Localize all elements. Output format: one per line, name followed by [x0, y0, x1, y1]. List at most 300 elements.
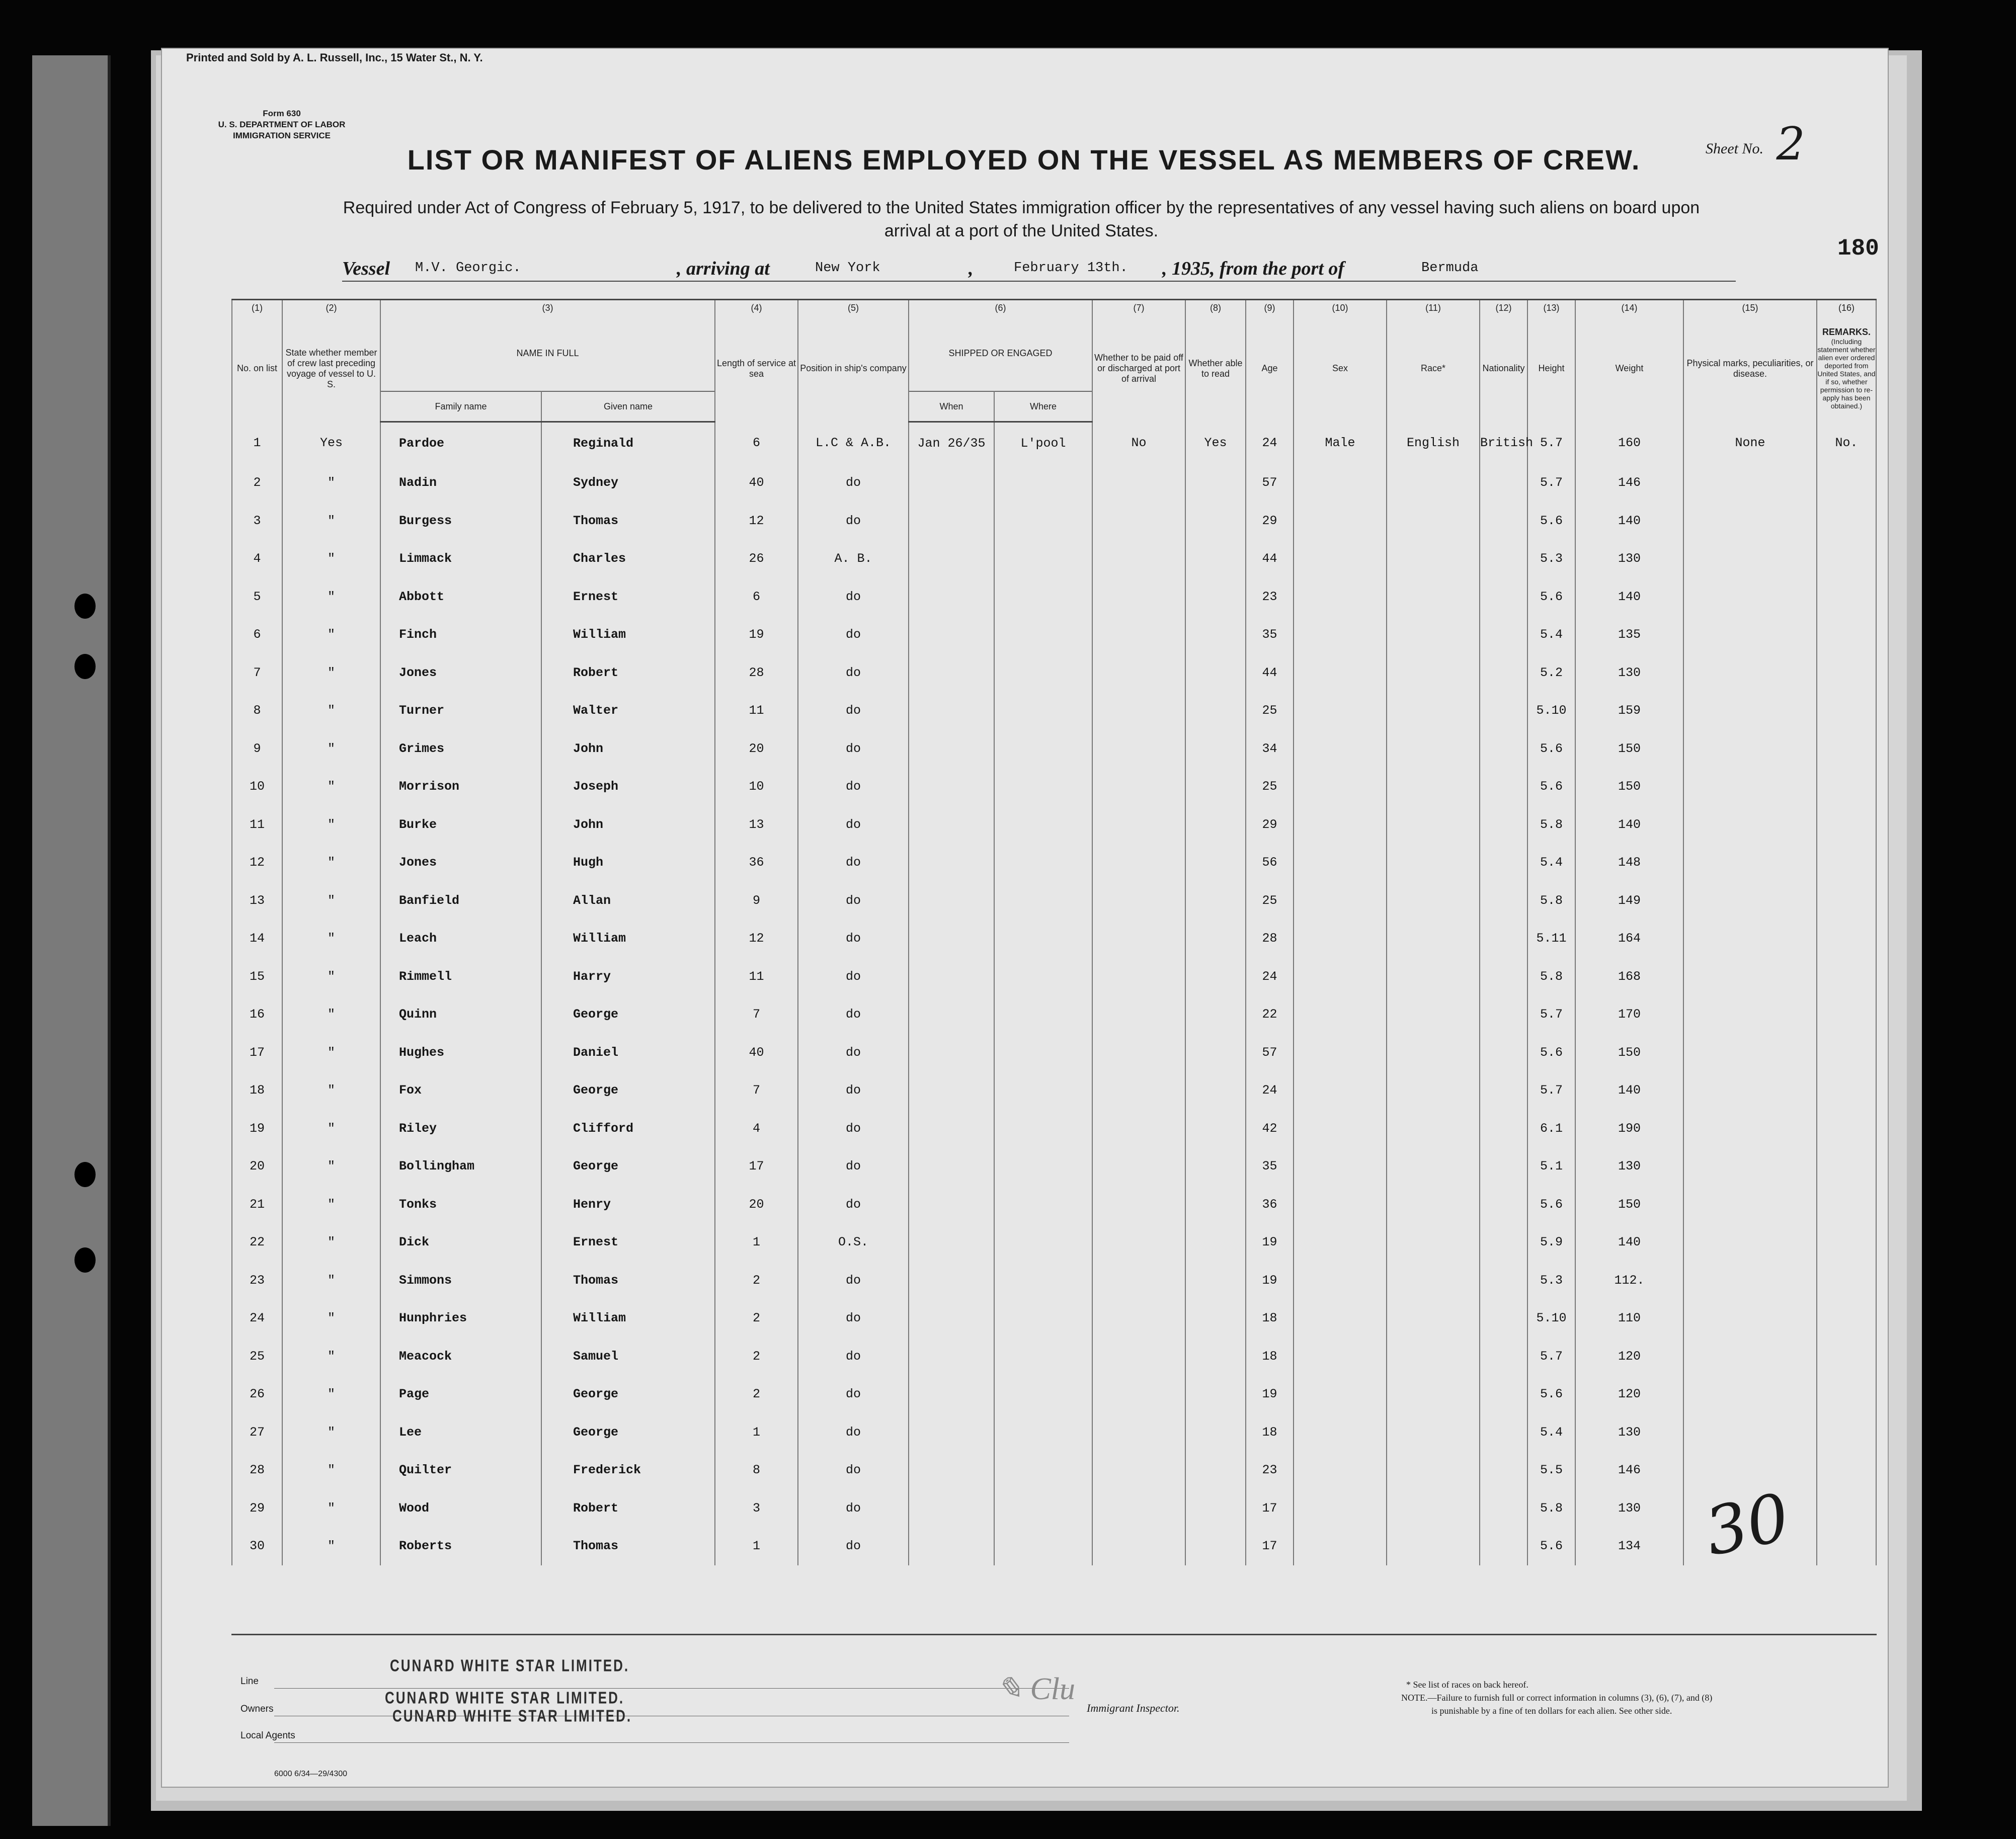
header-remarks [1817, 315, 1876, 422]
cell-remarks [1817, 502, 1876, 540]
cell-age: 29 [1246, 806, 1294, 844]
cell-sex [1294, 958, 1387, 996]
cell-family-name: Jones [380, 654, 541, 692]
cell-paid-off [1092, 1413, 1185, 1452]
cell-paid-off [1092, 1147, 1185, 1186]
cell-state: " [282, 730, 380, 768]
col-num: (2) [282, 300, 380, 316]
cell-shipped-when [909, 958, 994, 996]
owners-label: Owners [240, 1704, 274, 1714]
cell-shipped-when [909, 1147, 994, 1186]
cell-nationality [1480, 768, 1527, 806]
cell-shipped-where [994, 1413, 1092, 1452]
cell-length-of-service: 2 [715, 1299, 798, 1338]
cell-race [1387, 806, 1480, 844]
cell-length-of-service: 10 [715, 768, 798, 806]
cell-length-of-service: 19 [715, 616, 798, 654]
table-row [232, 422, 1876, 464]
cell-paid-off [1092, 502, 1185, 540]
cell-state: " [282, 1223, 380, 1262]
cell-able-to-read [1185, 768, 1246, 806]
cell-nationality [1480, 919, 1527, 958]
arriving-label: , arriving at [677, 258, 770, 279]
cell-race [1387, 1338, 1480, 1376]
cell-position: A. B. [798, 540, 909, 578]
cell-physical-marks [1683, 1413, 1817, 1452]
cell-family-name: Turner [380, 692, 541, 730]
print-code: 6000 6/34—29/4300 [274, 1770, 348, 1778]
cell-nationality [1480, 1527, 1527, 1565]
cell-physical-marks [1683, 882, 1817, 920]
col-num: (11) [1387, 300, 1480, 316]
cell-family-name: Grimes [380, 730, 541, 768]
cell-shipped-where [994, 1489, 1092, 1528]
cell-weight: 150 [1575, 730, 1683, 768]
cell-family-name: Leach [380, 919, 541, 958]
header-paid: Whether to be paid off or discharged at port of arrival [1092, 315, 1185, 422]
cell-no: 24 [232, 1299, 282, 1338]
cell-age: 17 [1246, 1489, 1294, 1528]
cell-family-name: Page [380, 1375, 541, 1413]
table-row [232, 1186, 1876, 1224]
cell-able-to-read [1185, 1071, 1246, 1110]
cell-given-name: Ernest [541, 578, 715, 616]
cell-length-of-service: 9 [715, 882, 798, 920]
cell-length-of-service: 36 [715, 844, 798, 882]
cell-shipped-where [994, 730, 1092, 768]
cell-height: 5.8 [1527, 806, 1575, 844]
line-label: Line [240, 1676, 259, 1687]
header-physical: Physical marks, peculiarities, or disease. [1683, 315, 1817, 422]
arrival-date: February 13th. [1014, 261, 1128, 276]
sheet-label: Sheet No. [1706, 140, 1763, 157]
cell-shipped-where [994, 919, 1092, 958]
table-row [232, 1375, 1876, 1413]
cell-height: 5.7 [1527, 1338, 1575, 1376]
cell-race [1387, 1071, 1480, 1110]
table-row [232, 1110, 1876, 1148]
cell-given-name: Robert [541, 654, 715, 692]
cell-remarks [1817, 1071, 1876, 1110]
cell-race [1387, 1223, 1480, 1262]
header-nationality: Nationality [1480, 315, 1527, 422]
cell-remarks [1817, 1147, 1876, 1186]
cell-age: 23 [1246, 578, 1294, 616]
cell-sex [1294, 1034, 1387, 1072]
table-row [232, 995, 1876, 1034]
cell-state: " [282, 502, 380, 540]
cell-no: 2 [232, 464, 282, 502]
cell-given-name: Frederick [541, 1451, 715, 1489]
cell-position: do [798, 1299, 909, 1338]
cell-age: 18 [1246, 1413, 1294, 1452]
cell-nationality [1480, 1034, 1527, 1072]
cell-position: do [798, 806, 909, 844]
cell-position: do [798, 1489, 909, 1528]
cell-length-of-service: 28 [715, 654, 798, 692]
header-age: Age [1246, 315, 1294, 422]
cell-length-of-service: 2 [715, 1375, 798, 1413]
cell-able-to-read [1185, 654, 1246, 692]
cell-given-name: Thomas [541, 1262, 715, 1300]
cell-weight: 170 [1575, 995, 1683, 1034]
cell-remarks [1817, 1034, 1876, 1072]
cell-height: 5.2 [1527, 654, 1575, 692]
cell-height: 5.6 [1527, 1034, 1575, 1072]
cell-height: 5.6 [1527, 1186, 1575, 1224]
cell-race [1387, 1186, 1480, 1224]
cell-sex [1294, 919, 1387, 958]
cell-shipped-where [994, 1034, 1092, 1072]
cell-nationality [1480, 464, 1527, 502]
cell-no: 7 [232, 654, 282, 692]
cell-able-to-read [1185, 1299, 1246, 1338]
cell-race [1387, 578, 1480, 616]
cell-age: 42 [1246, 1110, 1294, 1148]
cell-no: 11 [232, 806, 282, 844]
cell-height: 5.6 [1527, 1375, 1575, 1413]
cell-able-to-read [1185, 1413, 1246, 1452]
departure-port: Bermuda [1421, 261, 1479, 276]
cell-nationality [1480, 844, 1527, 882]
remarks-title: REMARKS. [1822, 327, 1871, 338]
cell-remarks [1817, 1527, 1876, 1565]
cell-race [1387, 540, 1480, 578]
cell-family-name: Finch [380, 616, 541, 654]
table-row [232, 1034, 1876, 1072]
cell-remarks [1817, 616, 1876, 654]
cell-able-to-read [1185, 1527, 1246, 1565]
cell-length-of-service: 7 [715, 1071, 798, 1110]
cell-length-of-service: 40 [715, 464, 798, 502]
cell-length-of-service: 17 [715, 1147, 798, 1186]
cell-shipped-when [909, 502, 994, 540]
cell-weight: 150 [1575, 1186, 1683, 1224]
cell-shipped-when [909, 540, 994, 578]
page-title: LIST OR MANIFEST OF ALIENS EMPLOYED ON THE VESSEL AS MEMBERS OF CREW. [407, 144, 1641, 176]
header-name: NAME IN FULL [380, 315, 715, 391]
cell-state: Yes [282, 422, 380, 464]
cell-state: " [282, 1110, 380, 1148]
cell-height: 5.9 [1527, 1223, 1575, 1262]
cell-length-of-service: 1 [715, 1527, 798, 1565]
cell-state: " [282, 919, 380, 958]
cell-length-of-service: 11 [715, 692, 798, 730]
cell-age: 23 [1246, 1451, 1294, 1489]
cell-age: 25 [1246, 768, 1294, 806]
cell-shipped-when [909, 806, 994, 844]
cell-given-name: John [541, 806, 715, 844]
cell-no: 28 [232, 1451, 282, 1489]
cell-able-to-read [1185, 1110, 1246, 1148]
cell-position: do [798, 1413, 909, 1452]
cell-age: 24 [1246, 422, 1294, 464]
cell-race [1387, 1489, 1480, 1528]
printer-line: Printed and Sold by A. L. Russell, Inc., 15 Water St., N. Y. [186, 51, 483, 64]
cell-state: " [282, 1451, 380, 1489]
cell-family-name: Quinn [380, 995, 541, 1034]
arriving-port: New York [815, 261, 880, 276]
cell-nationality [1480, 1299, 1527, 1338]
cell-race [1387, 1451, 1480, 1489]
cell-shipped-when: Jan 26/35 [909, 422, 994, 464]
cell-physical-marks [1683, 1375, 1817, 1413]
cell-given-name: Reginald [541, 422, 715, 464]
cell-shipped-where [994, 502, 1092, 540]
cell-shipped-where [994, 1451, 1092, 1489]
cell-shipped-where [994, 995, 1092, 1034]
cell-nationality: British [1480, 422, 1527, 464]
cell-weight: 148 [1575, 844, 1683, 882]
cell-position: do [798, 958, 909, 996]
cell-height: 5.4 [1527, 844, 1575, 882]
col-num: (5) [798, 300, 909, 316]
vessel-line [342, 258, 1736, 282]
cell-no: 29 [232, 1489, 282, 1528]
cell-remarks [1817, 919, 1876, 958]
cell-state: " [282, 1413, 380, 1452]
header-read: Whether able to read [1185, 315, 1246, 422]
cell-physical-marks [1683, 578, 1817, 616]
cell-height: 5.4 [1527, 616, 1575, 654]
cell-given-name: Walter [541, 692, 715, 730]
cell-state: " [282, 578, 380, 616]
cell-remarks [1817, 768, 1876, 806]
cell-physical-marks [1683, 464, 1817, 502]
cell-state: " [282, 1489, 380, 1528]
cell-given-name: Thomas [541, 502, 715, 540]
cell-shipped-when [909, 1413, 994, 1452]
cell-age: 57 [1246, 464, 1294, 502]
cell-race [1387, 1262, 1480, 1300]
cell-given-name: Allan [541, 882, 715, 920]
table-row [232, 768, 1876, 806]
cell-age: 22 [1246, 995, 1294, 1034]
cell-no: 9 [232, 730, 282, 768]
cell-length-of-service: 8 [715, 1451, 798, 1489]
cell-nationality [1480, 1223, 1527, 1262]
cell-position: do [798, 1527, 909, 1565]
cell-nationality [1480, 616, 1527, 654]
cell-race: English [1387, 422, 1480, 464]
cell-family-name: Quilter [380, 1451, 541, 1489]
cell-no: 6 [232, 616, 282, 654]
cell-no: 5 [232, 578, 282, 616]
cell-position: do [798, 1186, 909, 1224]
cell-length-of-service: 12 [715, 919, 798, 958]
cell-length-of-service: 20 [715, 1186, 798, 1224]
table-row [232, 882, 1876, 920]
cell-physical-marks [1683, 806, 1817, 844]
cell-length-of-service: 13 [715, 806, 798, 844]
cell-length-of-service: 3 [715, 1489, 798, 1528]
cell-age: 24 [1246, 958, 1294, 996]
table-row [232, 958, 1876, 996]
cell-nationality [1480, 1413, 1527, 1452]
col-num: (9) [1246, 300, 1294, 316]
cell-able-to-read [1185, 1262, 1246, 1300]
cell-paid-off [1092, 882, 1185, 920]
cell-sex: Male [1294, 422, 1387, 464]
cell-sex [1294, 768, 1387, 806]
col-num: (7) [1092, 300, 1185, 316]
cell-state: " [282, 882, 380, 920]
cell-given-name: Henry [541, 1186, 715, 1224]
cell-no: 8 [232, 692, 282, 730]
cell-remarks [1817, 1262, 1876, 1300]
cell-position: do [798, 464, 909, 502]
cell-paid-off [1092, 1223, 1185, 1262]
cell-sex [1294, 578, 1387, 616]
cell-state: " [282, 1071, 380, 1110]
cell-weight: 140 [1575, 1223, 1683, 1262]
table-row [232, 1451, 1876, 1489]
cell-paid-off [1092, 958, 1185, 996]
cell-age: 44 [1246, 654, 1294, 692]
cell-weight: 135 [1575, 616, 1683, 654]
table-row [232, 1071, 1876, 1110]
cell-given-name: Samuel [541, 1338, 715, 1376]
cell-no: 27 [232, 1413, 282, 1452]
table-row [232, 844, 1876, 882]
cell-shipped-where [994, 1299, 1092, 1338]
cell-state: " [282, 1147, 380, 1186]
cell-physical-marks [1683, 730, 1817, 768]
cell-shipped-when [909, 844, 994, 882]
cell-age: 19 [1246, 1223, 1294, 1262]
cell-age: 44 [1246, 540, 1294, 578]
table-row [232, 1299, 1876, 1338]
cell-nationality [1480, 1262, 1527, 1300]
cell-race [1387, 882, 1480, 920]
cell-weight: 168 [1575, 958, 1683, 996]
cell-weight: 134 [1575, 1527, 1683, 1565]
page-subtitle: Required under Act of Congress of February 5, 1917, to be delivered to the United States immigration officer by the representatives of any vessel having such aliens on board upon arrival at a port of the United States. [343, 198, 1700, 240]
cell-remarks: No. [1817, 422, 1876, 464]
cell-length-of-service: 11 [715, 958, 798, 996]
cell-given-name: Daniel [541, 1034, 715, 1072]
table-row [232, 730, 1876, 768]
cell-height: 5.11 [1527, 919, 1575, 958]
header-where: Where [994, 391, 1092, 422]
header-shipped: SHIPPED OR ENGAGED [909, 315, 1092, 391]
cell-able-to-read [1185, 502, 1246, 540]
cell-weight: 164 [1575, 919, 1683, 958]
cell-state: " [282, 616, 380, 654]
cell-age: 36 [1246, 1186, 1294, 1224]
cell-state: " [282, 1338, 380, 1376]
cell-no: 21 [232, 1186, 282, 1224]
cell-no: 12 [232, 844, 282, 882]
cell-family-name: Dick [380, 1223, 541, 1262]
table-row [232, 578, 1876, 616]
cell-nationality [1480, 1147, 1527, 1186]
cell-able-to-read [1185, 806, 1246, 844]
cell-no: 14 [232, 919, 282, 958]
cell-physical-marks [1683, 654, 1817, 692]
cell-weight: 150 [1575, 768, 1683, 806]
cell-physical-marks [1683, 540, 1817, 578]
cell-shipped-where: L'pool [994, 422, 1092, 464]
cell-weight: 146 [1575, 464, 1683, 502]
cell-family-name: Burke [380, 806, 541, 844]
cell-height: 5.6 [1527, 502, 1575, 540]
cell-shipped-where [994, 692, 1092, 730]
cell-height: 5.6 [1527, 1527, 1575, 1565]
cell-race [1387, 1299, 1480, 1338]
table-row [232, 1147, 1876, 1186]
cell-able-to-read [1185, 995, 1246, 1034]
cell-nationality [1480, 995, 1527, 1034]
cell-length-of-service: 4 [715, 1110, 798, 1148]
remarks-note: (Including statement whether alien ever ordered deported from United States, and if so, whether permission to re-apply has been obtained.) [1817, 338, 1876, 410]
cell-given-name: Harry [541, 958, 715, 996]
cell-sex [1294, 692, 1387, 730]
cell-age: 19 [1246, 1262, 1294, 1300]
cell-age: 18 [1246, 1299, 1294, 1338]
cell-height: 5.7 [1527, 422, 1575, 464]
cell-race [1387, 616, 1480, 654]
cell-state: " [282, 958, 380, 996]
cell-weight: 130 [1575, 1489, 1683, 1528]
cell-family-name: Wood [380, 1489, 541, 1528]
cell-race [1387, 654, 1480, 692]
table-row [232, 1223, 1876, 1262]
cell-able-to-read [1185, 692, 1246, 730]
cell-paid-off [1092, 1186, 1185, 1224]
cell-height: 5.10 [1527, 1299, 1575, 1338]
cell-nationality [1480, 958, 1527, 996]
cell-age: 25 [1246, 882, 1294, 920]
cell-shipped-where [994, 464, 1092, 502]
cell-state: " [282, 844, 380, 882]
cell-family-name: Nadin [380, 464, 541, 502]
cell-race [1387, 1147, 1480, 1186]
cell-shipped-where [994, 540, 1092, 578]
col-num: (8) [1185, 300, 1246, 316]
cell-physical-marks: None [1683, 422, 1817, 464]
cell-paid-off [1092, 1262, 1185, 1300]
cell-state: " [282, 995, 380, 1034]
cell-shipped-when [909, 1527, 994, 1565]
cell-paid-off [1092, 1338, 1185, 1376]
cell-physical-marks [1683, 958, 1817, 996]
form-number: Form 630 [263, 109, 301, 118]
cell-able-to-read [1185, 919, 1246, 958]
cell-nationality [1480, 1489, 1527, 1528]
cell-weight: 120 [1575, 1375, 1683, 1413]
cell-given-name: George [541, 1413, 715, 1452]
cell-length-of-service: 12 [715, 502, 798, 540]
cell-paid-off [1092, 806, 1185, 844]
cell-race [1387, 502, 1480, 540]
cell-physical-marks [1683, 1186, 1817, 1224]
cell-length-of-service: 2 [715, 1338, 798, 1376]
cell-physical-marks [1683, 768, 1817, 806]
cell-family-name: Pardoe [380, 422, 541, 464]
cell-given-name: Joseph [541, 768, 715, 806]
cell-given-name: George [541, 995, 715, 1034]
cell-shipped-where [994, 1110, 1092, 1148]
cell-physical-marks [1683, 919, 1817, 958]
cell-nationality [1480, 502, 1527, 540]
inspector-label: Immigrant Inspector. [1087, 1702, 1180, 1714]
footer-notes [1401, 1678, 1859, 1717]
cell-family-name: Burgess [380, 502, 541, 540]
cell-height: 5.4 [1527, 1413, 1575, 1452]
cell-sex [1294, 464, 1387, 502]
cell-no: 18 [232, 1071, 282, 1110]
